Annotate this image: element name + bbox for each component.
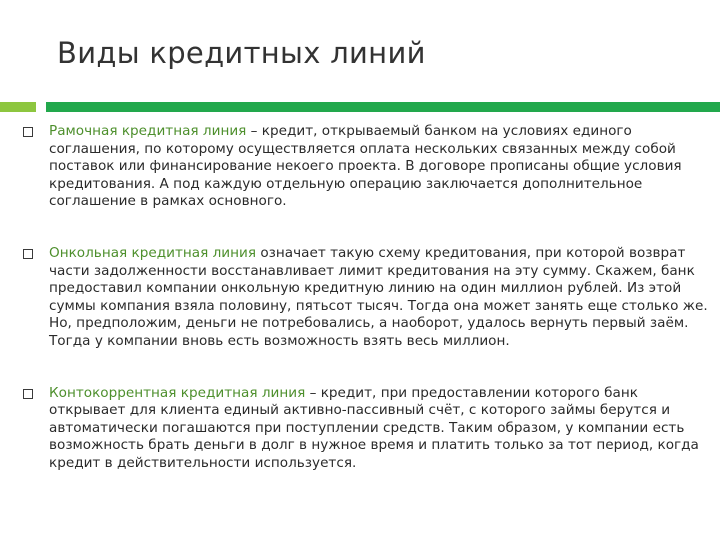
title-underline-bar (46, 102, 720, 112)
title-underline-accent (0, 102, 36, 112)
square-bullet-icon (23, 249, 33, 259)
term-label: Онкольная кредитная линия (49, 244, 257, 261)
definition-text: – кредит, при предоставлении которого банк открывает для клиента единый активно-пассивный счёт, с которого займы берутся и автоматически погашаются при поступлении средств. Таким образом, у компании есть возможность брать деньги в долг в нужное время и платить только за тот период, когда кредит в действительности используется. (49, 384, 699, 471)
term-label: Рамочная кредитная линия (49, 123, 247, 139)
list-item-call-credit-line (20, 245, 710, 351)
definition-text: означает такую схему кредитования, при которой возврат части задолженности восстанавливает лимит кредитования на эту сумму. Скажем, банк предоставил компании онкольную кредитную линию на один миллион рублей. Из этой суммы компания взяла половину, пятьсот тысяч. Тогда она может занять еще столько же. Но, предположим, деньги не потребовались, а наоборот, удалось вернуть первый заём. Тогда у компании вновь есть возможность взять весь миллион. (49, 244, 708, 349)
term-label: Контокоррентная кредитная линия (49, 384, 306, 401)
list-item-frame-credit-line (20, 123, 710, 211)
square-bullet-icon (23, 127, 33, 137)
bullet-list (20, 123, 710, 473)
list-item-current-account-credit-line (20, 385, 710, 473)
square-bullet-icon (23, 389, 33, 399)
page-title: Виды кредитных линий (57, 36, 426, 70)
definition-text: – кредит, открываемый банком на условиях единого соглашения, по которому осуществляется оплата нескольких связанных между собой поставок или финансирование некоего проекта. В договоре прописаны общие условия кредитования. А под каждую отдельную операцию заключается дополнительное соглашение в рамках основного. (49, 123, 682, 210)
